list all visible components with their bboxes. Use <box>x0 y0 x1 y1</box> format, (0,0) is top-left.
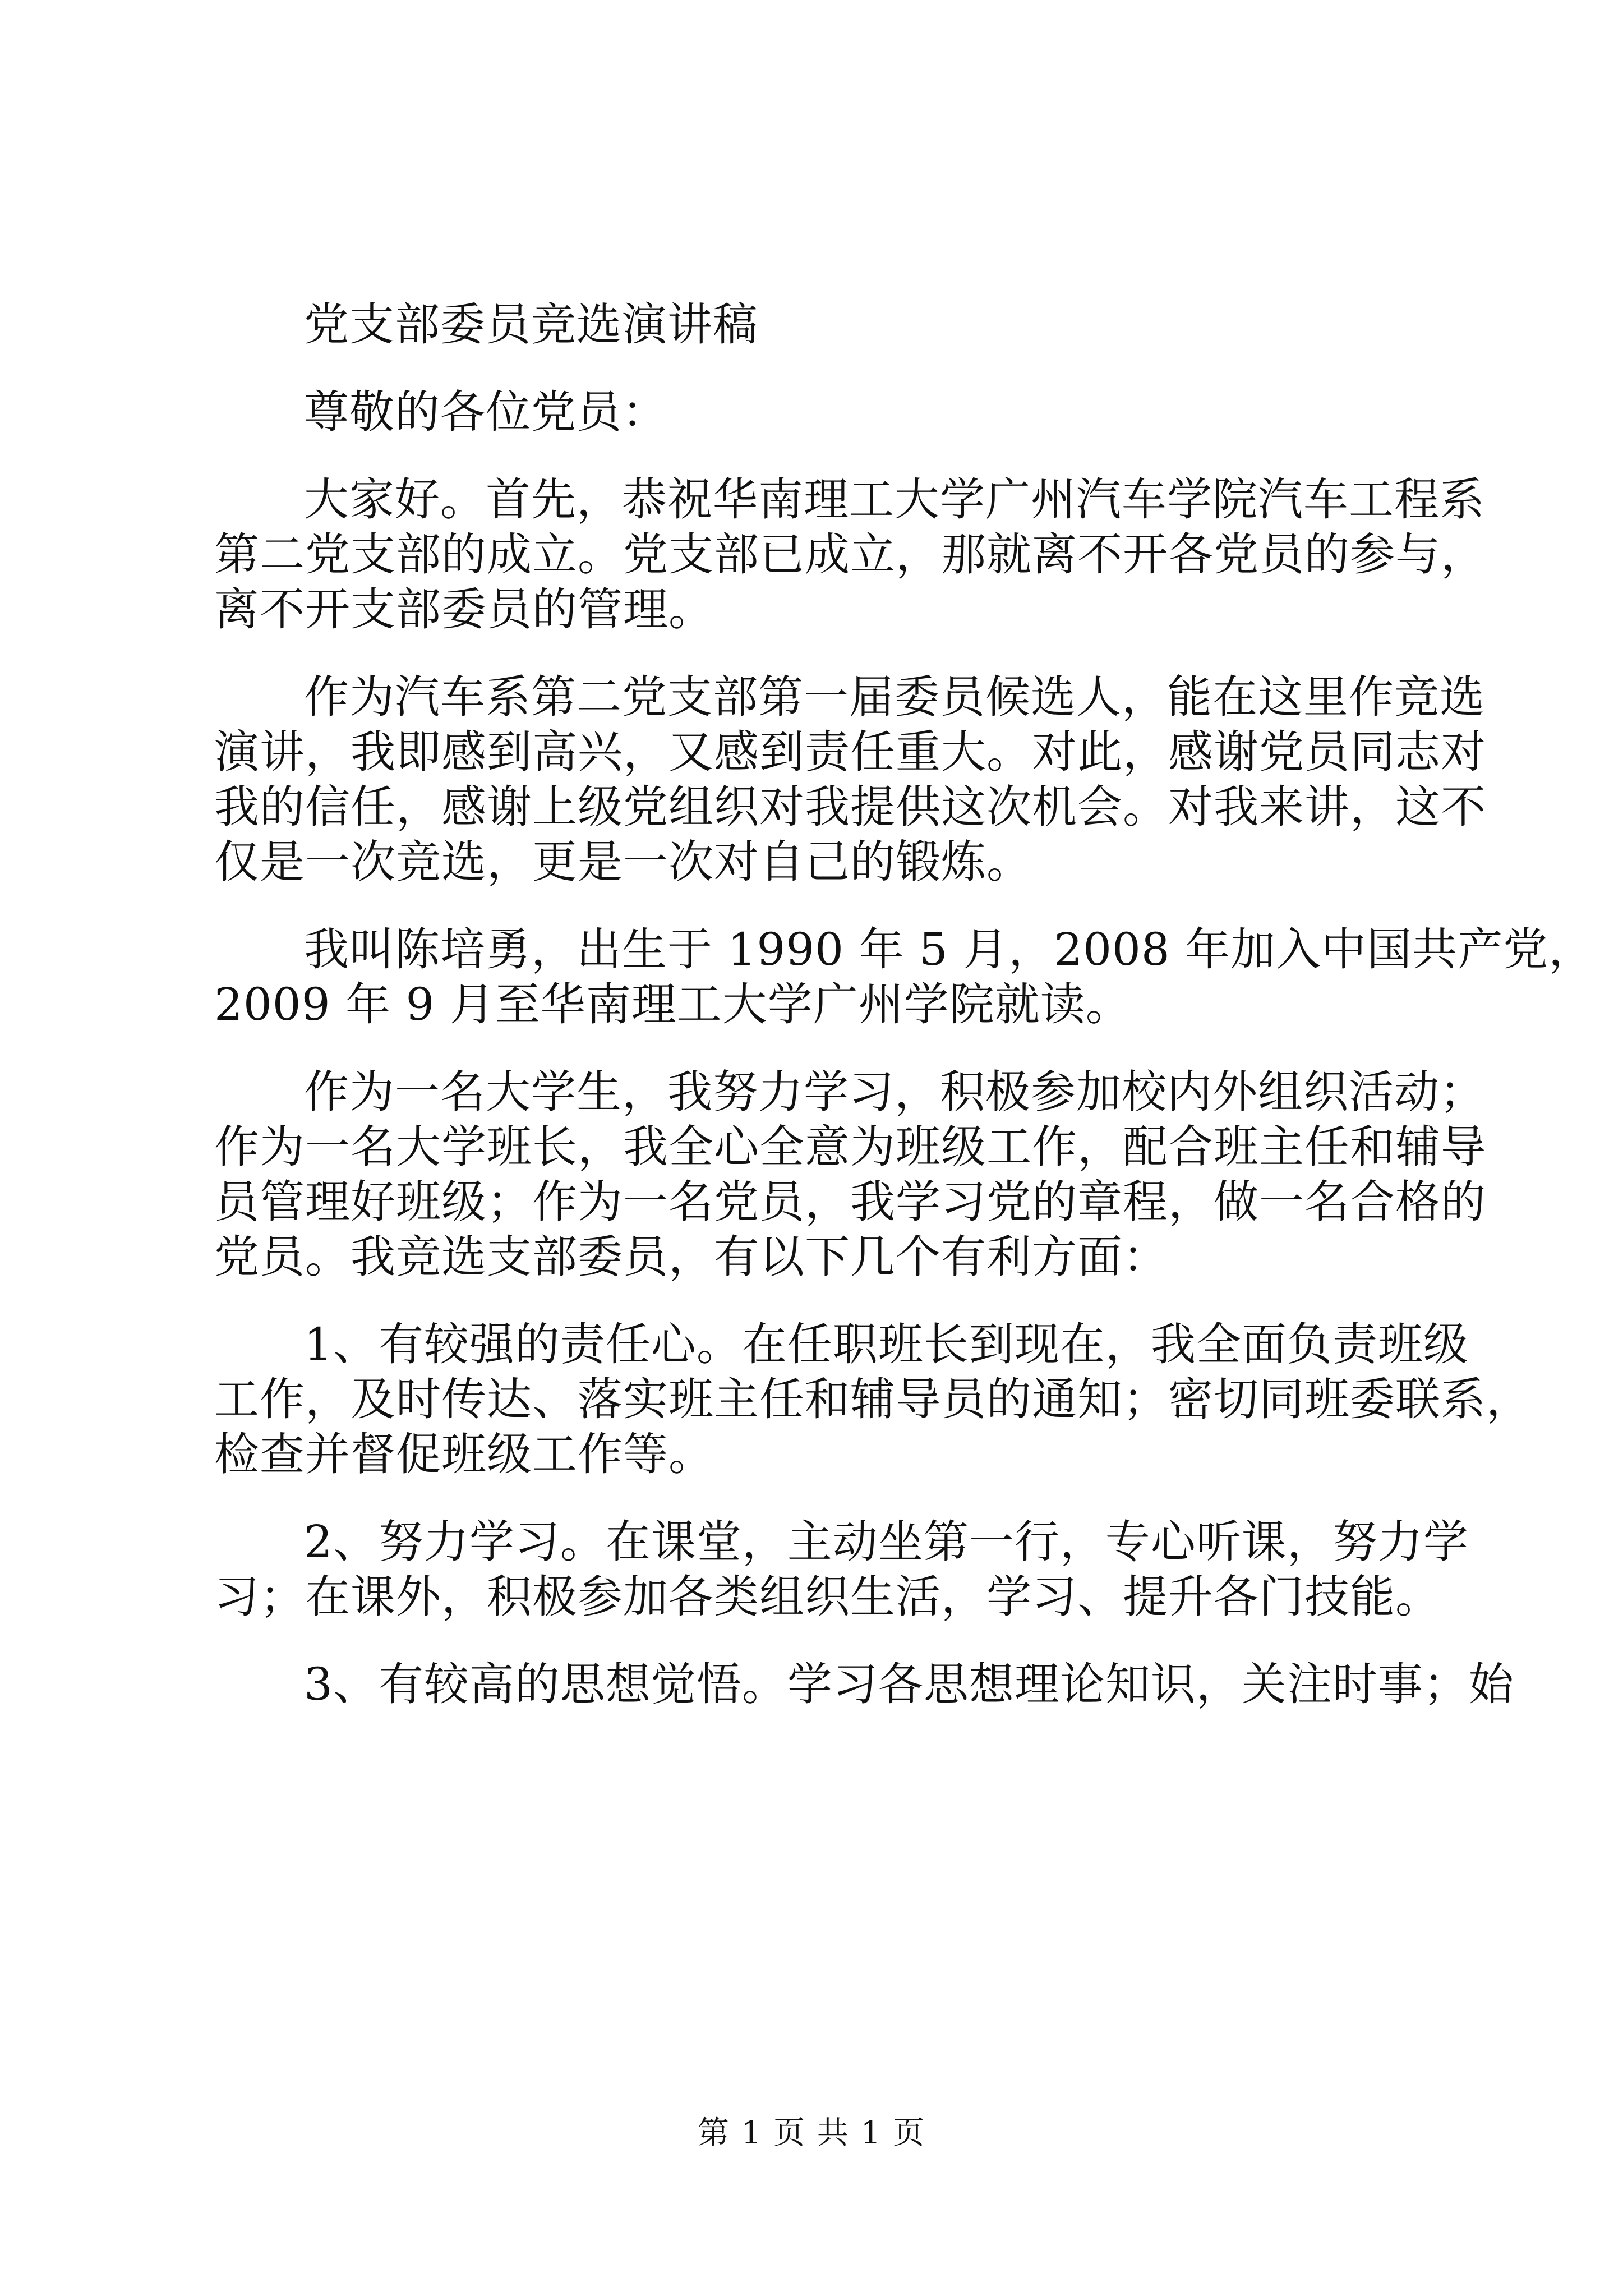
text-line: 工作，及时传达、落实班主任和辅导员的通知；密切同班委联系， <box>214 1373 1532 1425</box>
text-line: 员管理好班级；作为一名党员，我学习党的章程，做一名合格的 <box>214 1176 1486 1228</box>
text-line: 作为一名大学班长，我全心全意为班级工作，配合班主任和辅导 <box>214 1121 1486 1173</box>
paragraph <box>214 670 1486 890</box>
text-line: 尊敬的各位党员： <box>304 386 667 438</box>
paragraph <box>214 1317 1532 1482</box>
text-line: 3、有较高的思想觉悟。学习各思想理论知识，关注时事；始 <box>304 1658 1514 1710</box>
text-line: 离不开支部委员的管理。 <box>214 583 714 636</box>
text-line: 作为汽车系第二党支部第一届委员候选人，能在这里作竞选 <box>304 671 1485 723</box>
text-line: 党员。我竞选支部委员，有以下几个有利方面： <box>214 1231 1168 1283</box>
text-line: 大家好。首先，恭祝华南理工大学广州汽车学院汽车工程系 <box>304 473 1485 526</box>
paragraph <box>214 1065 1486 1285</box>
text-line: 检查并督促班级工作等。 <box>214 1428 714 1480</box>
text-line: 我的信任，感谢上级党组织对我提供这次机会。对我来讲，这不 <box>214 781 1486 833</box>
document-body <box>214 297 1594 1712</box>
text-line: 作为一名大学生，我努力学习，积极参加校内外组织活动； <box>304 1066 1485 1118</box>
page-number-footer: 第 1 页 共 1 页 <box>697 2115 926 2151</box>
text-line: 演讲，我即感到高兴，又感到责任重大。对此，感谢党员同志对 <box>214 726 1486 778</box>
text-line: 2009 年 9 月至华南理工大学广州学院就读。 <box>214 978 1131 1030</box>
paragraph <box>214 1515 1469 1625</box>
text-line: 2、努力学习。在课堂，主动坐第一行，专心听课，努力学 <box>304 1516 1469 1568</box>
paragraph <box>214 922 1594 1032</box>
text-line: 1、有较强的责任心。在任职班长到现在，我全面负责班级 <box>304 1318 1469 1370</box>
text-line: 我叫陈培勇，出生于 1990 年 5 月，2008 年加入中国共产党， <box>304 923 1594 976</box>
paragraph <box>214 472 1486 637</box>
text-line: 仅是一次竞选，更是一次对自己的锻炼。 <box>214 836 1032 888</box>
text-line: 第二党支部的成立。党支部已成立，那就离不开各党员的参与， <box>214 528 1486 581</box>
text-line: 习；在课外，积极参加各类组织生活，学习、提升各门技能。 <box>214 1571 1441 1623</box>
document-title: 党支部委员竞选演讲稿 <box>304 298 758 351</box>
paragraph <box>214 1657 1514 1712</box>
paragraph <box>214 385 1428 440</box>
